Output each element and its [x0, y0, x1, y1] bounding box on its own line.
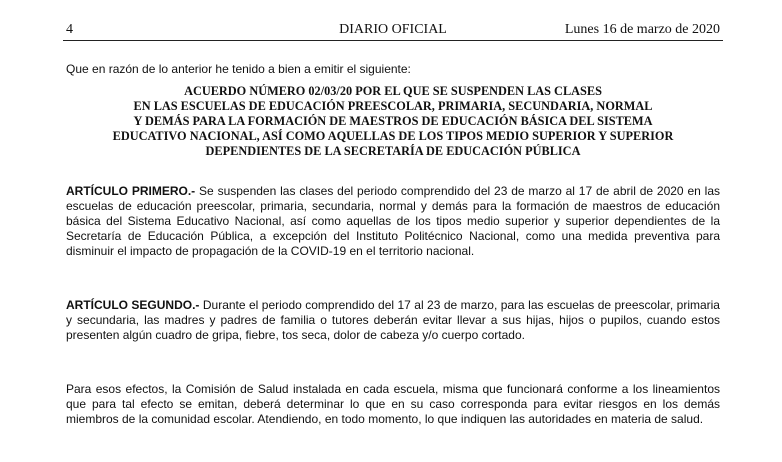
publication-name: DIARIO OFICIAL: [339, 22, 447, 37]
article-heading: ARTÍCULO SEGUNDO.-: [66, 298, 200, 312]
header-divider: [63, 40, 723, 41]
title-line: DEPENDIENTES DE LA SECRETARÍA DE EDUCACIÓN PÚBLICA: [205, 144, 581, 158]
article-first: [66, 184, 720, 259]
agreement-title: [66, 84, 720, 159]
title-line: EN LAS ESCUELAS DE EDUCACIÓN PREESCOLAR, PRIMARIA, SECUNDARIA, NORMAL: [133, 99, 653, 113]
intro-paragraph: Que en razón de lo anterior he tenido a bien a emitir el siguiente:: [66, 62, 411, 76]
title-line: ACUERDO NÚMERO 02/03/20 POR EL QUE SE SUSPENDEN LAS CLASES: [184, 84, 602, 98]
title-line: Y DEMÁS PARA LA FORMACIÓN DE MAESTROS DE EDUCACIÓN BÁSICA DEL SISTEMA: [133, 114, 653, 128]
page-number: 4: [66, 22, 73, 37]
title-line: EDUCATIVO NACIONAL, ASÍ COMO AQUELLAS DE LOS TIPOS MEDIO SUPERIOR Y SUPERIOR: [112, 129, 674, 143]
article-heading: ARTÍCULO PRIMERO.-: [66, 184, 196, 198]
article-text: Se suspenden las clases del periodo comprendido del 23 de marzo al 17 de abril de 2020 en las escuelas de educación preescolar, primaria, secundaria, normal y demás para la formación de maestros de educación básica del Sistema Educativo Nacional, así como aquellas de los tipos medio superior y superior dependientes de la Secretaría de Educación Pública, a excepción del Instituto Politécnico Nacional, como una medida preventiva para disminuir el impacto de propagación de la COVID-19 en el territorio nacional.: [66, 184, 720, 258]
article-text: Durante el periodo comprendido del 17 al 23 de marzo, para las escuelas de preescolar, primaria y secundaria, las madres y padres de familia o tutores deberán evitar llevar a sus hijas, hijos o pupilos, cuando estos presenten algún cuadro de gripa, fiebre, tos seca, dolor de cabeza y/o cuerpo cortado.: [66, 298, 720, 342]
health-commission-paragraph: Para esos efectos, la Comisión de Salud instalada en cada escuela, misma que funcionará conforme a los lineamientos que para tal efecto se emitan, deberá determinar lo que en su caso corresponda para evitar riesgos en los demás miembros de la comunidad escolar. Atendiendo, en todo momento, lo que indiquen las autoridades en materia de salud.: [66, 382, 720, 426]
publication-date: Lunes 16 de marzo de 2020: [564, 22, 720, 37]
article-second: [66, 298, 720, 343]
page-header: [66, 22, 720, 40]
